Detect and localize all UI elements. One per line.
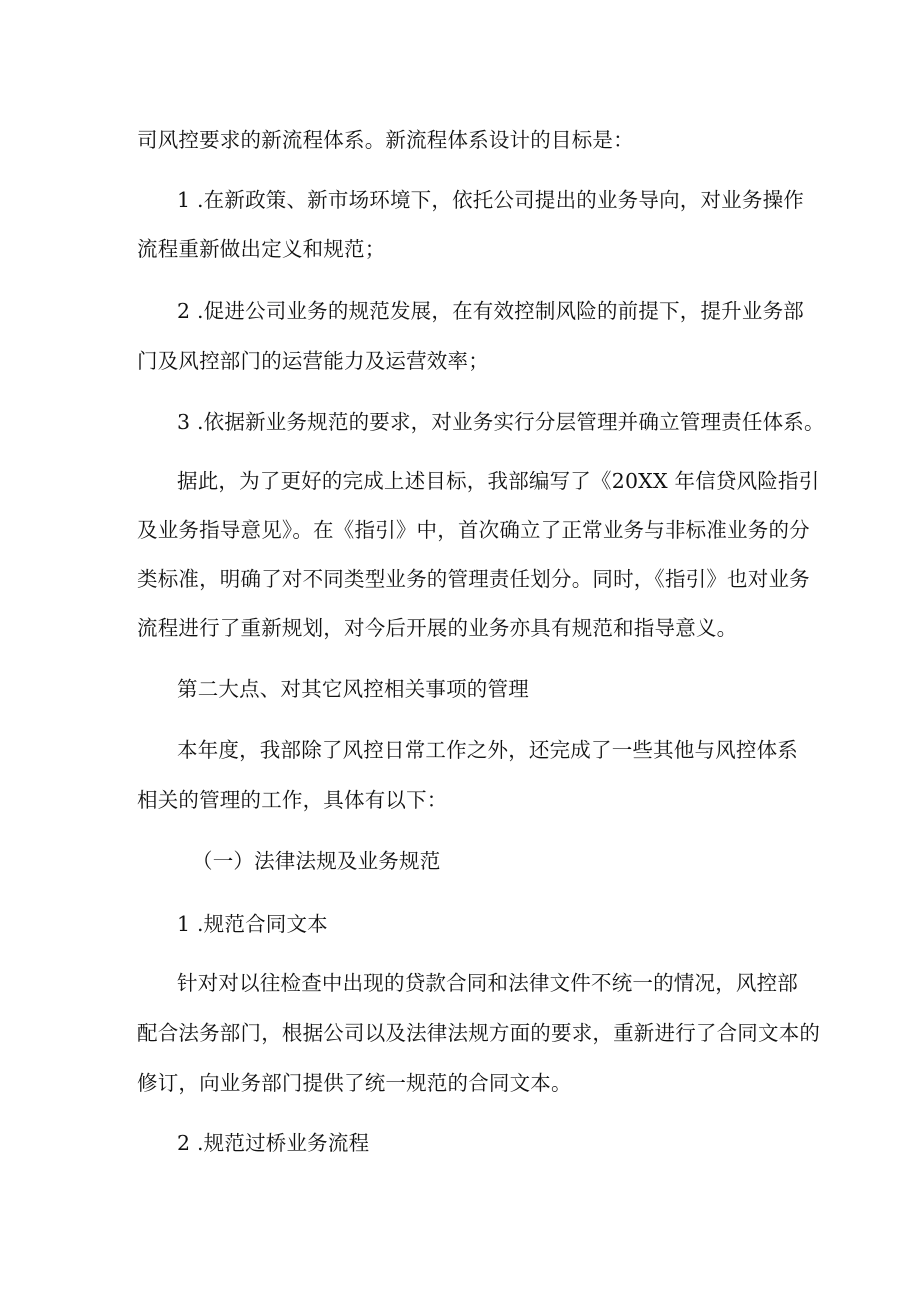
paragraph-line: 据此，为了更好的完成上述目标，我部编写了《20XX 年信贷风险指引: [177, 469, 820, 493]
paragraph-line: 流程进行了重新规划，对今后开展的业务亦具有规范和指导意义。: [137, 616, 738, 640]
paragraph-line: 修订，向业务部门提供了统一规范的合同文本。: [137, 1071, 572, 1095]
paragraph-line: 配合法务部门，根据公司以及法律法规方面的要求，重新进行了合同文本的: [137, 1021, 821, 1045]
paragraph-line: 门及风控部门的运营能力及运营效率；: [137, 349, 489, 373]
section-heading: 第二大点、对其它风控相关事项的管理: [177, 677, 529, 701]
list-item-line: 2 .促进公司业务的规范发展，在有效控制风险的前提下，提升业务部: [177, 299, 804, 323]
subsection-heading: 1 .规范合同文本: [177, 912, 328, 936]
subsection-heading: （一）法律法规及业务规范: [192, 849, 441, 873]
paragraph-line: 本年度，我部除了风控日常工作之外，还完成了一些其他与风控体系: [177, 738, 798, 762]
paragraph-line: 相关的管理的工作，具体有以下：: [137, 788, 448, 812]
paragraph-line: 针对对以往检查中出现的贷款合同和法律文件不统一的情况，风控部: [177, 971, 798, 995]
list-item-line: 3 .依据新业务规范的要求，对业务实行分层管理并确立管理责任体系。: [177, 410, 825, 434]
paragraph-line: 类标准，明确了对不同类型业务的管理责任划分。同时，《指引》也对业务: [137, 567, 810, 591]
paragraph-line: 及业务指导意见》。在《指引》中，首次确立了正常业务与非标准业务的分: [137, 518, 810, 542]
subsection-heading: 2 .规范过桥业务流程: [177, 1131, 370, 1155]
paragraph-line: 司风控要求的新流程体系。新流程体系设计的目标是：: [137, 128, 634, 152]
paragraph-line: 流程重新做出定义和规范；: [137, 237, 386, 261]
list-item-line: 1 .在新政策、新市场环境下，依托公司提出的业务导向，对业务操作: [177, 188, 804, 212]
